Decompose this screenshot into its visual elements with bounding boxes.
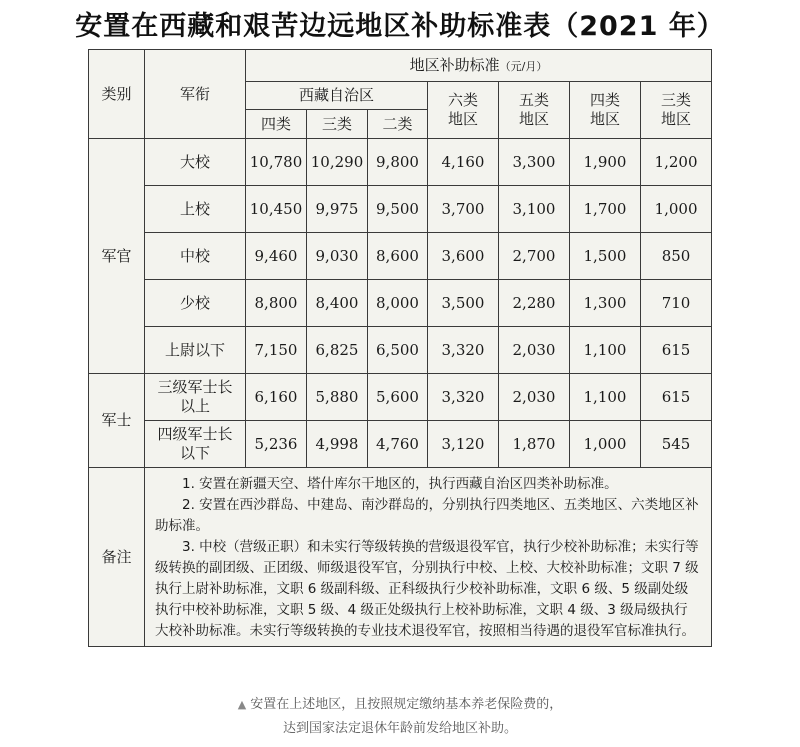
value-cell: 1,700 (570, 186, 641, 233)
value-cell: 615 (641, 374, 712, 421)
rank-cell: 大校 (145, 139, 246, 186)
value-cell: 3,700 (428, 186, 499, 233)
value-cell: 545 (641, 421, 712, 468)
header-region-4: 四类地区 (570, 82, 641, 139)
table-row (89, 186, 712, 233)
header-category: 类别 (89, 50, 145, 139)
page-title: 安置在西藏和艰苦边远地区补助标准表（2021 年） (75, 11, 725, 42)
value-cell: 710 (641, 280, 712, 327)
value-cell: 3,320 (428, 374, 499, 421)
caption-line-2: 达到国家法定退休年龄前发给地区补助。 (282, 721, 517, 736)
value-cell: 10,780 (246, 139, 307, 186)
table-row (89, 139, 712, 186)
table-row (89, 233, 712, 280)
rank-cell: 三级军士长以上 (145, 374, 246, 421)
value-cell: 5,236 (246, 421, 307, 468)
value-cell: 1,300 (570, 280, 641, 327)
header-tibet-class-3: 三类 (307, 110, 368, 139)
table-body (89, 139, 712, 647)
value-cell: 4,998 (307, 421, 368, 468)
subsidy-table (88, 49, 712, 647)
header-region-6: 六类地区 (428, 82, 499, 139)
value-cell: 850 (641, 233, 712, 280)
caption-text-1: 安置在上述地区，且按照规定缴纳基本养老保险费的， (250, 697, 563, 712)
header-unit: （元/月） (499, 60, 548, 74)
header-region-5: 五类地区 (499, 82, 570, 139)
caption-line-1 (0, 693, 800, 712)
value-cell: 6,500 (368, 327, 428, 374)
value-cell: 3,600 (428, 233, 499, 280)
value-cell: 1,100 (570, 327, 641, 374)
value-cell: 7,150 (246, 327, 307, 374)
value-cell: 1,000 (570, 421, 641, 468)
value-cell: 10,290 (307, 139, 368, 186)
remark-item-2: 2. 安置在西沙群岛、中建岛、南沙群岛的，分别执行四类地区、五类地区、六类地区补助标准。 (155, 497, 699, 534)
triangle-icon: ▲ (237, 698, 247, 711)
value-cell: 10,450 (246, 186, 307, 233)
value-cell: 2,280 (499, 280, 570, 327)
header-subsidy-group (246, 50, 712, 82)
header-subsidy-label: 地区补助标准 (409, 56, 500, 75)
remark-item-1: 1. 安置在新疆天空、塔什库尔干地区的，执行西藏自治区四类补助标准。 (182, 476, 618, 492)
group-officer: 军官 (89, 139, 145, 374)
value-cell: 3,120 (428, 421, 499, 468)
remark-item-3: 3. 中校（营级正职）和未实行等级转换的营级退役军官，执行少校补助标准；未实行等级转换的副团级、正团级、师级退役军官，分别执行中校、上校、大校补助标准；文职 7 级执行上尉补助标准，文职 6 级副科级、正科级执行少校补助标准，文职 6 级、5 级副处级执行中校补助标准，文职 5 级、4 级正处级执行上校补助标准，文职 4 级、3 级局级执行大校补助标准。未实行等级转换的专业技术退役军官，按照相当待遇的退役军官标准执行。 (155, 539, 699, 639)
value-cell: 6,825 (307, 327, 368, 374)
header-tibet-class-4: 四类 (246, 110, 307, 139)
value-cell: 3,320 (428, 327, 499, 374)
value-cell: 9,500 (368, 186, 428, 233)
value-cell: 3,100 (499, 186, 570, 233)
value-cell: 9,460 (246, 233, 307, 280)
value-cell: 1,100 (570, 374, 641, 421)
header-rank: 军衔 (145, 50, 246, 139)
value-cell: 1,000 (641, 186, 712, 233)
value-cell: 9,975 (307, 186, 368, 233)
rank-cell: 中校 (145, 233, 246, 280)
table-row (89, 421, 712, 468)
value-cell: 5,600 (368, 374, 428, 421)
value-cell: 1,200 (641, 139, 712, 186)
value-cell: 4,160 (428, 139, 499, 186)
header-region-3: 三类地区 (641, 82, 712, 139)
value-cell: 1,900 (570, 139, 641, 186)
group-soldier: 军士 (89, 374, 145, 468)
value-cell: 8,400 (307, 280, 368, 327)
value-cell: 2,030 (499, 327, 570, 374)
value-cell: 3,300 (499, 139, 570, 186)
remarks-row (89, 468, 712, 647)
remarks-label: 备注 (89, 468, 145, 647)
value-cell: 6,160 (246, 374, 307, 421)
value-cell: 1,500 (570, 233, 641, 280)
rank-cell: 四级军士长以下 (145, 421, 246, 468)
value-cell: 2,030 (499, 374, 570, 421)
value-cell: 1,870 (499, 421, 570, 468)
rank-cell: 少校 (145, 280, 246, 327)
value-cell: 2,700 (499, 233, 570, 280)
value-cell: 8,000 (368, 280, 428, 327)
table-row (89, 374, 712, 421)
value-cell: 5,880 (307, 374, 368, 421)
value-cell: 8,600 (368, 233, 428, 280)
table-row (89, 280, 712, 327)
table-row (89, 327, 712, 374)
header-tibet: 西藏自治区 (246, 82, 428, 110)
rank-cell: 上校 (145, 186, 246, 233)
value-cell: 3,500 (428, 280, 499, 327)
value-cell: 615 (641, 327, 712, 374)
rank-cell: 上尉以下 (145, 327, 246, 374)
remarks-content (145, 468, 712, 647)
value-cell: 9,800 (368, 139, 428, 186)
value-cell: 8,800 (246, 280, 307, 327)
subsidy-table-wrapper (88, 49, 711, 647)
value-cell: 9,030 (307, 233, 368, 280)
header-tibet-class-2: 二类 (368, 110, 428, 139)
value-cell: 4,760 (368, 421, 428, 468)
